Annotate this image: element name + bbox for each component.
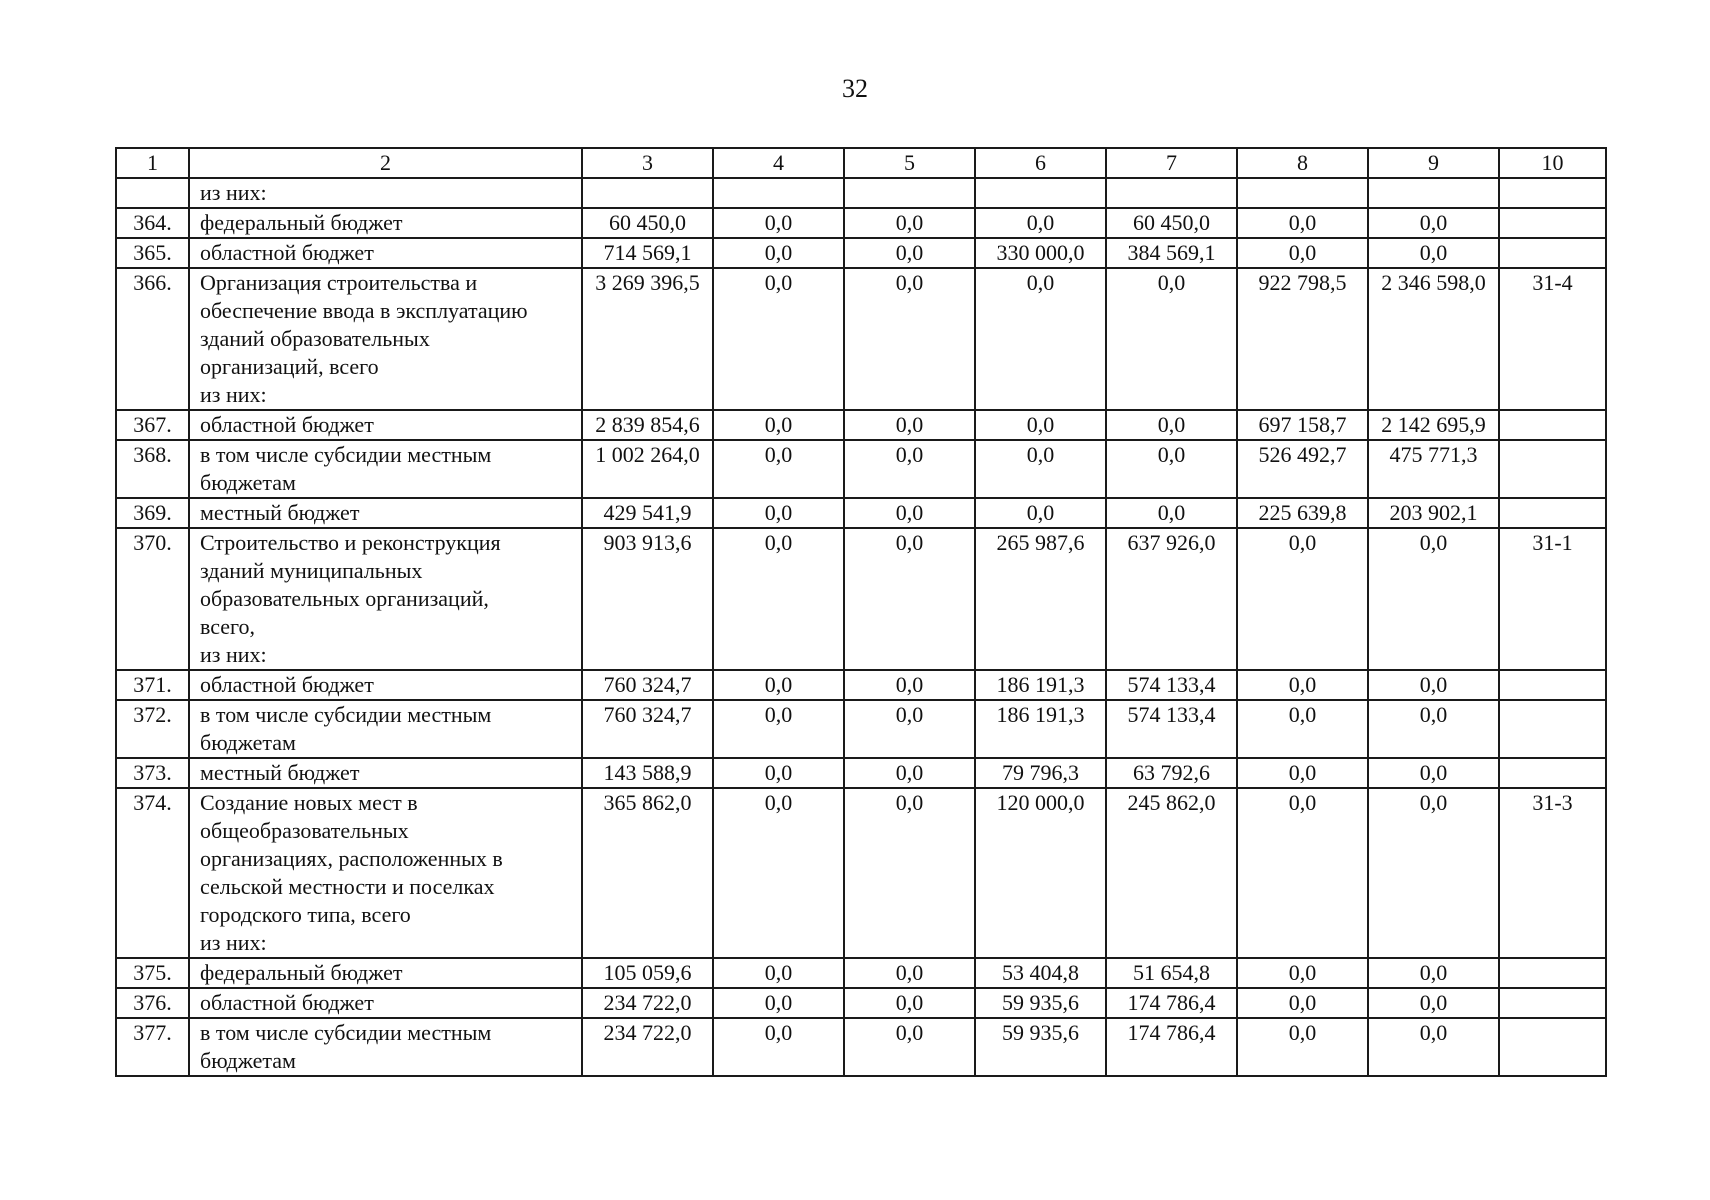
value-cell-col-8: 526 492,7 <box>1237 440 1368 498</box>
row-number-cell: 377. <box>116 1018 189 1076</box>
value-cell-col-3: 60 450,0 <box>582 208 713 238</box>
value-cell-col-8: 0,0 <box>1237 758 1368 788</box>
value-cell-col-7: 384 569,1 <box>1106 238 1237 268</box>
row-number-cell: 369. <box>116 498 189 528</box>
value-cell-col-9 <box>1368 178 1499 208</box>
value-cell-col-8: 225 639,8 <box>1237 498 1368 528</box>
table-row <box>116 410 1606 440</box>
column-header: 10 <box>1499 148 1606 178</box>
row-number-cell: 372. <box>116 700 189 758</box>
value-cell-col-7: 174 786,4 <box>1106 988 1237 1018</box>
value-cell-col-4: 0,0 <box>713 238 844 268</box>
value-cell-col-5: 0,0 <box>844 758 975 788</box>
value-cell-col-7: 63 792,6 <box>1106 758 1237 788</box>
row-number-cell: 375. <box>116 958 189 988</box>
value-cell-col-7: 0,0 <box>1106 410 1237 440</box>
value-cell-col-5: 0,0 <box>844 528 975 670</box>
row-name-cell: областной бюджет <box>189 988 582 1018</box>
row-name-cell: областной бюджет <box>189 670 582 700</box>
value-cell-col-5: 0,0 <box>844 238 975 268</box>
row-name-cell: областной бюджет <box>189 410 582 440</box>
value-cell-col-9: 0,0 <box>1368 238 1499 268</box>
table-row <box>116 958 1606 988</box>
value-cell-col-5: 0,0 <box>844 988 975 1018</box>
value-cell-col-4: 0,0 <box>713 700 844 758</box>
value-cell-col-9: 0,0 <box>1368 788 1499 958</box>
value-cell-col-4: 0,0 <box>713 670 844 700</box>
code-cell <box>1499 498 1606 528</box>
row-name-cell: местный бюджет <box>189 498 582 528</box>
code-cell <box>1499 700 1606 758</box>
value-cell-col-9: 2 346 598,0 <box>1368 268 1499 410</box>
value-cell-col-7: 0,0 <box>1106 440 1237 498</box>
row-number-cell: 373. <box>116 758 189 788</box>
value-cell-col-6: 0,0 <box>975 268 1106 410</box>
row-number-cell: 366. <box>116 268 189 410</box>
row-number-cell: 371. <box>116 670 189 700</box>
value-cell-col-8 <box>1237 178 1368 208</box>
budget-table <box>115 147 1607 1077</box>
value-cell-col-7: 574 133,4 <box>1106 670 1237 700</box>
code-cell <box>1499 958 1606 988</box>
value-cell-col-5: 0,0 <box>844 1018 975 1076</box>
value-cell-col-8: 0,0 <box>1237 208 1368 238</box>
value-cell-col-3: 105 059,6 <box>582 958 713 988</box>
value-cell-col-4: 0,0 <box>713 498 844 528</box>
row-name-cell: Строительство и реконструкция зданий муниципальных образовательных организаций, всего, из них: <box>189 528 582 670</box>
value-cell-col-4: 0,0 <box>713 208 844 238</box>
row-name-cell: в том числе субсидии местным бюджетам <box>189 1018 582 1076</box>
value-cell-col-4: 0,0 <box>713 958 844 988</box>
value-cell-col-7: 245 862,0 <box>1106 788 1237 958</box>
column-header: 1 <box>116 148 189 178</box>
value-cell-col-8: 0,0 <box>1237 238 1368 268</box>
value-cell-col-8: 0,0 <box>1237 670 1368 700</box>
code-cell <box>1499 238 1606 268</box>
table-row <box>116 178 1606 208</box>
column-header: 2 <box>189 148 582 178</box>
row-name-cell: из них: <box>189 178 582 208</box>
value-cell-col-9: 0,0 <box>1368 1018 1499 1076</box>
code-cell: 31-3 <box>1499 788 1606 958</box>
value-cell-col-7 <box>1106 178 1237 208</box>
value-cell-col-3: 429 541,9 <box>582 498 713 528</box>
value-cell-col-4: 0,0 <box>713 758 844 788</box>
value-cell-col-5 <box>844 178 975 208</box>
row-number-cell: 368. <box>116 440 189 498</box>
value-cell-col-3: 760 324,7 <box>582 670 713 700</box>
value-cell-col-6: 59 935,6 <box>975 1018 1106 1076</box>
value-cell-col-9: 0,0 <box>1368 758 1499 788</box>
code-cell <box>1499 440 1606 498</box>
value-cell-col-9: 0,0 <box>1368 208 1499 238</box>
value-cell-col-3: 714 569,1 <box>582 238 713 268</box>
code-cell <box>1499 758 1606 788</box>
value-cell-col-6: 0,0 <box>975 208 1106 238</box>
row-number-cell: 376. <box>116 988 189 1018</box>
value-cell-col-4: 0,0 <box>713 1018 844 1076</box>
value-cell-col-6: 0,0 <box>975 498 1106 528</box>
value-cell-col-5: 0,0 <box>844 208 975 238</box>
value-cell-col-9: 0,0 <box>1368 958 1499 988</box>
row-name-cell: в том числе субсидии местным бюджетам <box>189 440 582 498</box>
value-cell-col-5: 0,0 <box>844 958 975 988</box>
table-row <box>116 268 1606 410</box>
value-cell-col-9: 0,0 <box>1368 528 1499 670</box>
value-cell-col-5: 0,0 <box>844 268 975 410</box>
value-cell-col-6: 53 404,8 <box>975 958 1106 988</box>
value-cell-col-9: 203 902,1 <box>1368 498 1499 528</box>
row-number-cell: 365. <box>116 238 189 268</box>
value-cell-col-6: 186 191,3 <box>975 670 1106 700</box>
value-cell-col-7: 574 133,4 <box>1106 700 1237 758</box>
value-cell-col-6 <box>975 178 1106 208</box>
table-row <box>116 440 1606 498</box>
column-header: 3 <box>582 148 713 178</box>
value-cell-col-6: 265 987,6 <box>975 528 1106 670</box>
value-cell-col-8: 0,0 <box>1237 700 1368 758</box>
value-cell-col-7: 0,0 <box>1106 268 1237 410</box>
value-cell-col-6: 120 000,0 <box>975 788 1106 958</box>
value-cell-col-3: 1 002 264,0 <box>582 440 713 498</box>
value-cell-col-5: 0,0 <box>844 440 975 498</box>
value-cell-col-5: 0,0 <box>844 788 975 958</box>
row-name-cell: местный бюджет <box>189 758 582 788</box>
value-cell-col-9: 0,0 <box>1368 700 1499 758</box>
value-cell-col-8: 922 798,5 <box>1237 268 1368 410</box>
value-cell-col-5: 0,0 <box>844 700 975 758</box>
table-header-row <box>116 148 1606 178</box>
table-row <box>116 238 1606 268</box>
row-number-cell: 374. <box>116 788 189 958</box>
value-cell-col-5: 0,0 <box>844 498 975 528</box>
value-cell-col-6: 79 796,3 <box>975 758 1106 788</box>
value-cell-col-8: 0,0 <box>1237 1018 1368 1076</box>
table-row <box>116 700 1606 758</box>
value-cell-col-8: 697 158,7 <box>1237 410 1368 440</box>
column-header: 9 <box>1368 148 1499 178</box>
code-cell: 31-1 <box>1499 528 1606 670</box>
table-row <box>116 208 1606 238</box>
row-name-cell: Организация строительства и обеспечение ввода в эксплуатацию зданий образовательных организаций, всего из них: <box>189 268 582 410</box>
value-cell-col-7: 174 786,4 <box>1106 1018 1237 1076</box>
page-number: 32 <box>842 74 868 103</box>
value-cell-col-4: 0,0 <box>713 788 844 958</box>
value-cell-col-9: 0,0 <box>1368 988 1499 1018</box>
value-cell-col-3: 234 722,0 <box>582 1018 713 1076</box>
code-cell <box>1499 178 1606 208</box>
code-cell <box>1499 670 1606 700</box>
table-row <box>116 528 1606 670</box>
value-cell-col-9: 475 771,3 <box>1368 440 1499 498</box>
value-cell-col-8: 0,0 <box>1237 528 1368 670</box>
value-cell-col-3: 365 862,0 <box>582 788 713 958</box>
row-name-cell: областной бюджет <box>189 238 582 268</box>
value-cell-col-7: 637 926,0 <box>1106 528 1237 670</box>
value-cell-col-4: 0,0 <box>713 440 844 498</box>
value-cell-col-3: 903 913,6 <box>582 528 713 670</box>
column-header: 8 <box>1237 148 1368 178</box>
code-cell <box>1499 410 1606 440</box>
value-cell-col-4: 0,0 <box>713 528 844 670</box>
row-name-cell: федеральный бюджет <box>189 958 582 988</box>
value-cell-col-8: 0,0 <box>1237 788 1368 958</box>
row-name-cell: в том числе субсидии местным бюджетам <box>189 700 582 758</box>
value-cell-col-4: 0,0 <box>713 988 844 1018</box>
value-cell-col-3: 3 269 396,5 <box>582 268 713 410</box>
value-cell-col-3: 760 324,7 <box>582 700 713 758</box>
value-cell-col-6: 186 191,3 <box>975 700 1106 758</box>
value-cell-col-6: 59 935,6 <box>975 988 1106 1018</box>
value-cell-col-4: 0,0 <box>713 268 844 410</box>
value-cell-col-5: 0,0 <box>844 670 975 700</box>
value-cell-col-7: 0,0 <box>1106 498 1237 528</box>
value-cell-col-3: 2 839 854,6 <box>582 410 713 440</box>
row-number-cell: 370. <box>116 528 189 670</box>
value-cell-col-7: 60 450,0 <box>1106 208 1237 238</box>
value-cell-col-6: 0,0 <box>975 410 1106 440</box>
row-number-cell: 364. <box>116 208 189 238</box>
value-cell-col-3: 234 722,0 <box>582 988 713 1018</box>
column-header: 4 <box>713 148 844 178</box>
value-cell-col-4 <box>713 178 844 208</box>
value-cell-col-8: 0,0 <box>1237 958 1368 988</box>
row-number-cell <box>116 178 189 208</box>
value-cell-col-6: 330 000,0 <box>975 238 1106 268</box>
code-cell <box>1499 208 1606 238</box>
table-row <box>116 1018 1606 1076</box>
value-cell-col-4: 0,0 <box>713 410 844 440</box>
value-cell-col-5: 0,0 <box>844 410 975 440</box>
table-row <box>116 670 1606 700</box>
value-cell-col-9: 0,0 <box>1368 670 1499 700</box>
value-cell-col-3 <box>582 178 713 208</box>
column-header: 7 <box>1106 148 1237 178</box>
table-row <box>116 988 1606 1018</box>
value-cell-col-8: 0,0 <box>1237 988 1368 1018</box>
code-cell <box>1499 1018 1606 1076</box>
value-cell-col-7: 51 654,8 <box>1106 958 1237 988</box>
row-number-cell: 367. <box>116 410 189 440</box>
column-header: 6 <box>975 148 1106 178</box>
table-row <box>116 758 1606 788</box>
value-cell-col-6: 0,0 <box>975 440 1106 498</box>
code-cell: 31-4 <box>1499 268 1606 410</box>
table-row <box>116 788 1606 958</box>
row-name-cell: Создание новых мест в общеобразовательных организациях, расположенных в сельской местности и поселках городского типа, всего из них: <box>189 788 582 958</box>
table-row <box>116 498 1606 528</box>
code-cell <box>1499 988 1606 1018</box>
row-name-cell: федеральный бюджет <box>189 208 582 238</box>
value-cell-col-9: 2 142 695,9 <box>1368 410 1499 440</box>
column-header: 5 <box>844 148 975 178</box>
value-cell-col-3: 143 588,9 <box>582 758 713 788</box>
